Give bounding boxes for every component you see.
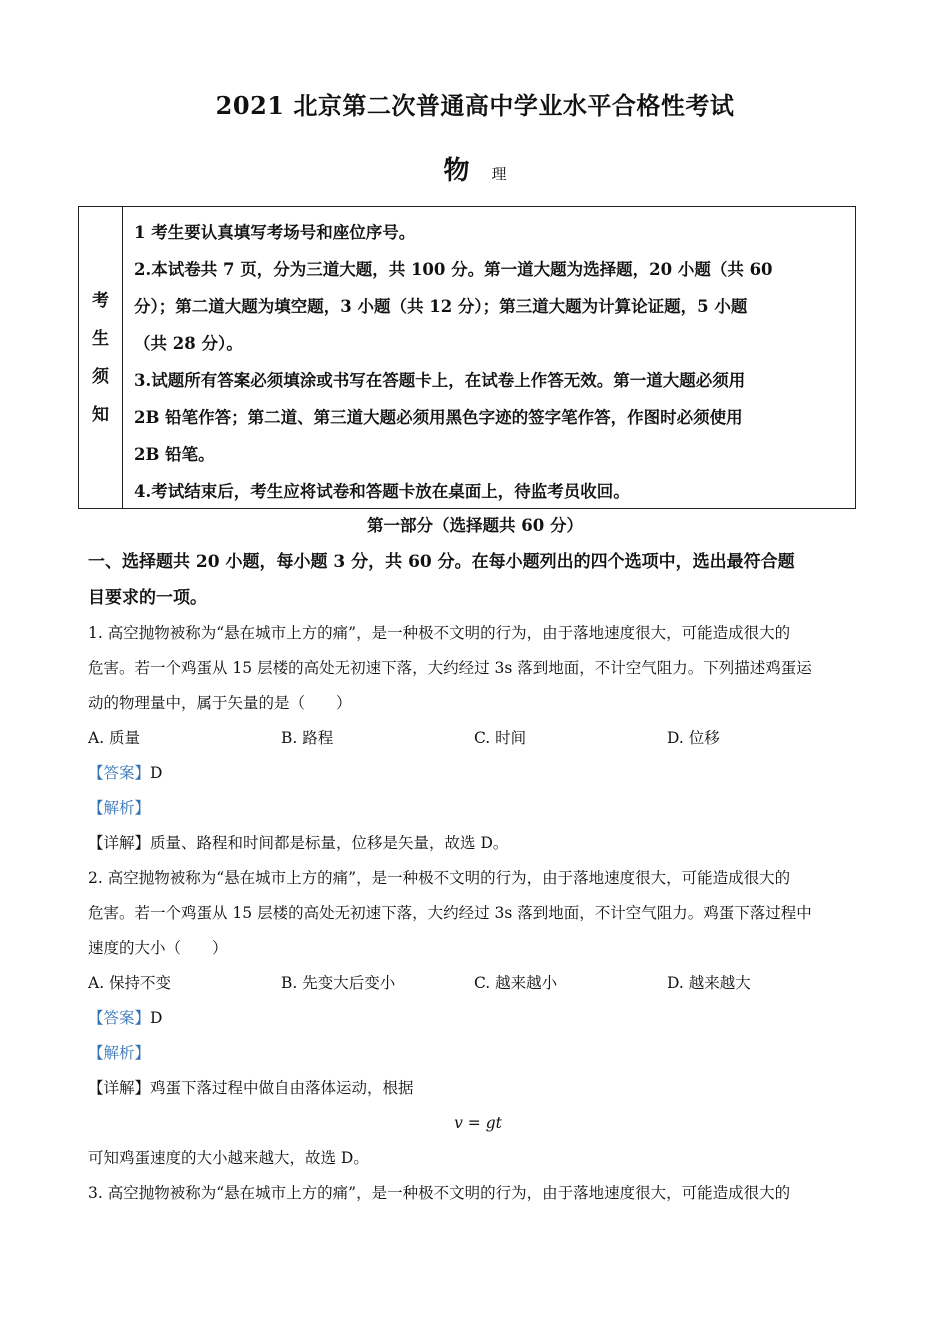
notice-box xyxy=(78,206,856,509)
notice-line: （共 28 分）。 xyxy=(134,334,243,353)
notice-side-label xyxy=(79,207,123,508)
q2-answer xyxy=(88,1001,860,1036)
q2-conclusion: 可知鸡蛋速度的大小越来越大，故选 D。 xyxy=(88,1149,369,1167)
option-a: A. 质量 xyxy=(88,729,141,747)
subject-main: 物 xyxy=(443,156,470,186)
notice-line: 1 考生要认真填写考场号和座位序号。 xyxy=(134,223,416,242)
answer-label: 【答案】 xyxy=(88,1009,151,1027)
option-d: D. 越来越大 xyxy=(667,974,751,992)
q1-options xyxy=(88,721,860,756)
question-line: 危害。若一个鸡蛋从 15 层楼的高处无初速下落，大约经过 3s 落到地面，不计空气阻力。鸡蛋下落过程中 xyxy=(88,904,812,922)
q2-analysis xyxy=(88,1036,860,1071)
answer-value: D xyxy=(150,1009,163,1027)
notice-line: 4.考试结束后，考生应将试卷和答题卡放在桌面上，待监考员收回。 xyxy=(134,482,630,501)
question-line: 动的物理量中，属于矢量的是（ ） xyxy=(88,694,352,712)
answer-label: 【答案】 xyxy=(88,764,151,782)
q1-answer xyxy=(88,756,860,791)
formula: v = gt xyxy=(454,1114,502,1132)
notice-body xyxy=(123,207,855,508)
notice-line: 2.本试卷共 7 页，分为三道大题，共 100 分。第一道大题为选择题，20 小题（共 60 xyxy=(134,260,773,279)
instruction-line: 目要求的一项。 xyxy=(88,588,207,608)
question-line: 3. 高空抛物被称为“悬在城市上方的痛”，是一种极不文明的行为，由于落地速度很大，可能造成很大的 xyxy=(88,1184,791,1202)
option-c: C. 越来越小 xyxy=(474,974,558,992)
q2-detail xyxy=(88,1071,860,1106)
option-b: B. 路程 xyxy=(281,729,334,747)
notice-line: 分）；第二道大题为填空题，3 小题（共 12 分）；第三道大题为计算论证题，5 小题 xyxy=(134,297,748,316)
question-line: 速度的大小（ ） xyxy=(88,939,228,957)
detail-label: 【详解】 xyxy=(88,834,151,852)
option-d: D. 位移 xyxy=(667,729,720,747)
subject-heading xyxy=(0,150,950,187)
notice-side-char: 考 xyxy=(92,290,109,311)
detail-label: 【详解】 xyxy=(88,1079,151,1097)
question-line: 1. 高空抛物被称为“悬在城市上方的痛”，是一种极不文明的行为，由于落地速度很大，可能造成很大的 xyxy=(88,624,791,642)
analysis-label: 【解析】 xyxy=(88,1044,151,1062)
option-c: C. 时间 xyxy=(474,729,527,747)
questions-content xyxy=(88,544,860,1211)
analysis-label: 【解析】 xyxy=(88,799,151,817)
option-b: B. 先变大后变小 xyxy=(281,974,396,992)
notice-line: 3.试题所有答案必须填涂或书写在答题卡上，在试卷上作答无效。第一道大题必须用 xyxy=(134,371,746,390)
detail-text: 鸡蛋下落过程中做自由落体运动，根据 xyxy=(150,1079,414,1097)
question-line: 危害。若一个鸡蛋从 15 层楼的高处无初速下落，大约经过 3s 落到地面，不计空气阻力。下列描述鸡蛋运 xyxy=(88,659,812,677)
q1-detail xyxy=(88,826,860,861)
q1-analysis xyxy=(88,791,860,826)
question-line: 2. 高空抛物被称为“悬在城市上方的痛”，是一种极不文明的行为，由于落地速度很大，可能造成很大的 xyxy=(88,869,791,887)
notice-side-char: 须 xyxy=(92,366,109,387)
subject-sub: 理 xyxy=(491,165,507,183)
detail-text: 质量、路程和时间都是标量，位移是矢量，故选 D。 xyxy=(150,834,509,852)
section-title: 第一部分（选择题共 60 分） xyxy=(367,516,583,535)
option-a: A. 保持不变 xyxy=(88,974,172,992)
q2-options xyxy=(88,966,860,1001)
notice-side-char: 知 xyxy=(92,404,109,425)
notice-line: 2B 铅笔。 xyxy=(134,445,215,464)
instruction-line: 一、选择题共 20 小题，每小题 3 分，共 60 分。在每小题列出的四个选项中，选出最符合题 xyxy=(88,552,795,572)
exam-title: 2021 北京第二次普通高中学业水平合格性考试 xyxy=(215,91,735,120)
notice-line: 2B 铅笔作答；第二道、第三道大题必须用黑色字迹的签字笔作答，作图时必须使用 xyxy=(134,408,743,427)
answer-value: D xyxy=(150,764,163,782)
notice-side-char: 生 xyxy=(92,328,109,349)
